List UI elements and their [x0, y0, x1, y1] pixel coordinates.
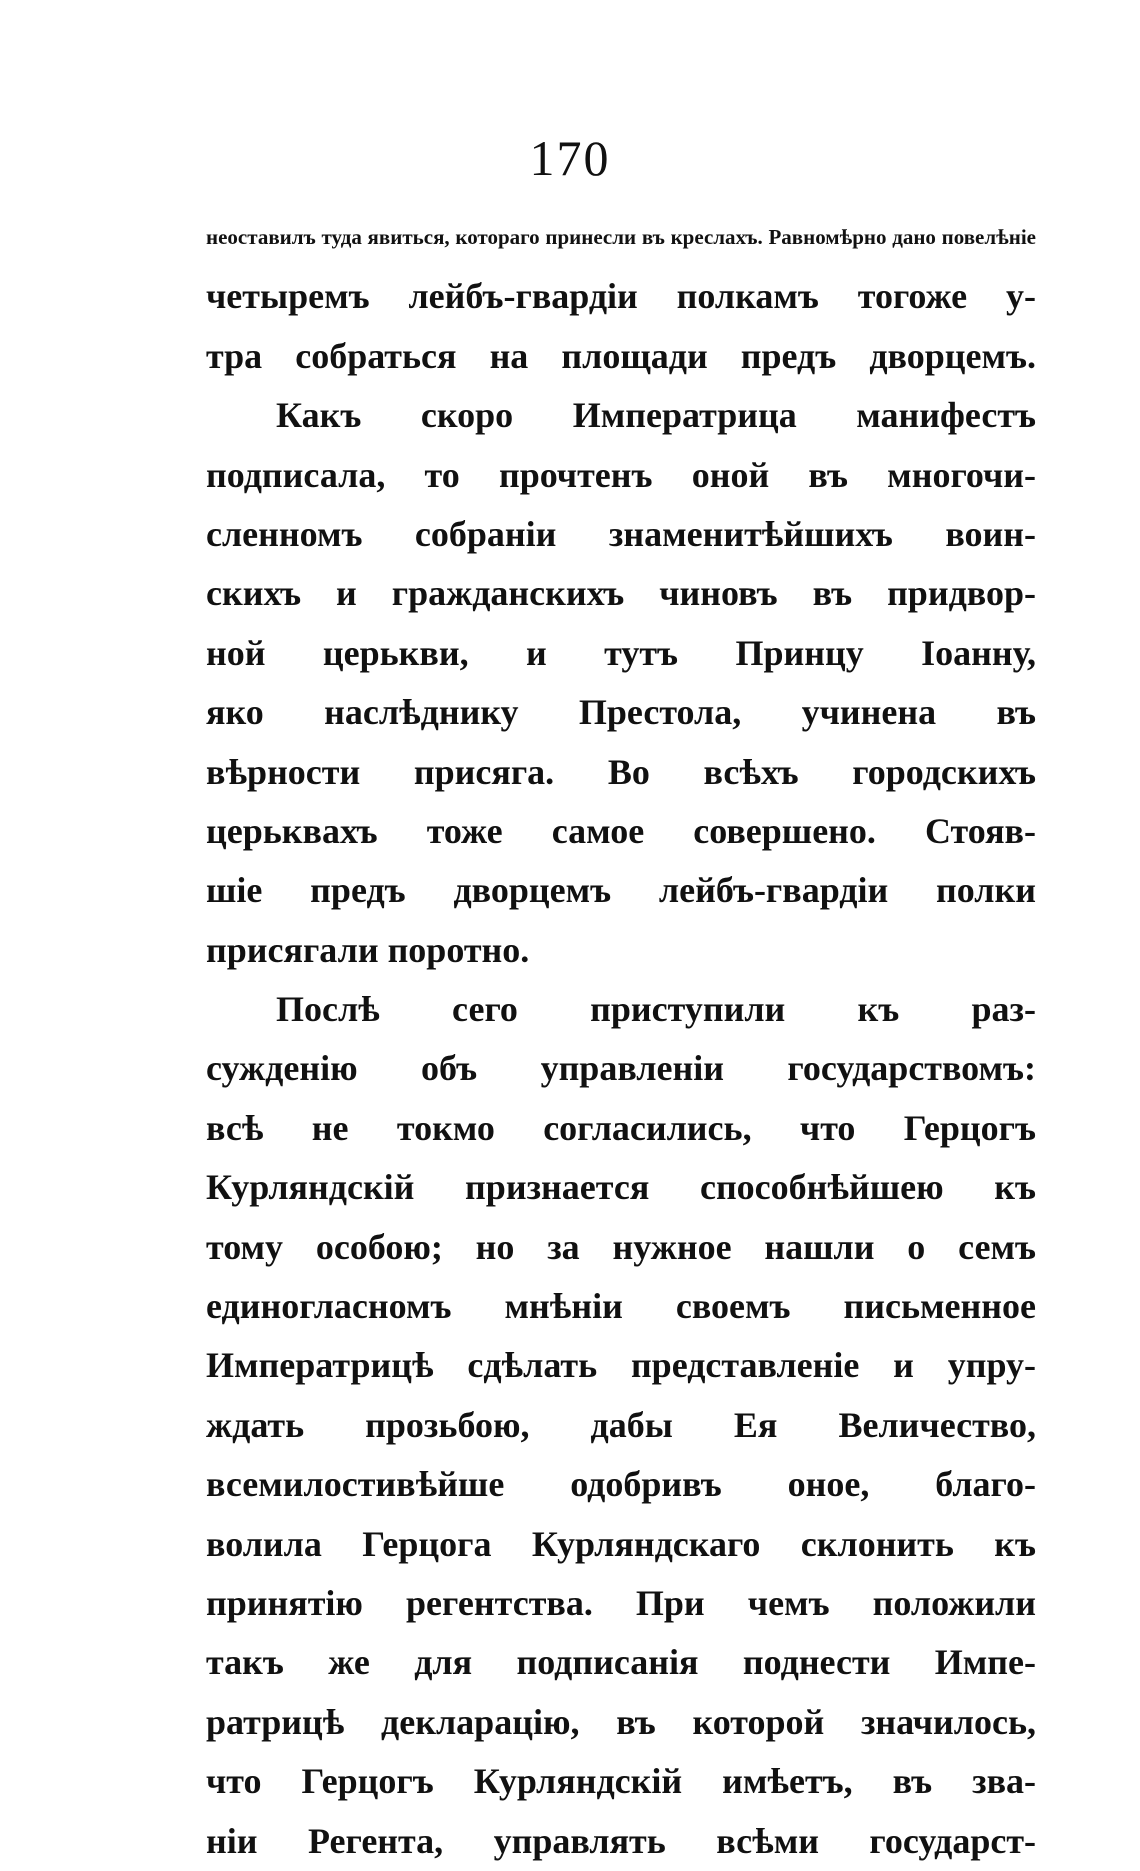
text-line: неоставилъ туда явиться, котораго принесли въ креслахъ. Равномѣрно дано повелѣніе: [206, 225, 1036, 249]
text-line: шіе предъ дворцемъ лейбъ-гвардіи полки: [206, 870, 1036, 911]
text-line: всемилостивѣйше одобривъ оное, благо-: [206, 1464, 1036, 1505]
text-line: ждать прозьбою, дабы Ея Величество,: [206, 1404, 1036, 1445]
text-line: Императрицѣ сдѣлать представленіе и упру-: [206, 1345, 1036, 1386]
text-line: такъ же для подписанія поднести Импе-: [206, 1642, 1036, 1683]
text-line: тому особою; но за нужное нашли о семъ: [206, 1226, 1036, 1267]
page-number: 170: [529, 130, 611, 186]
text-line: ратрицѣ декларацію, въ которой значилось,: [206, 1701, 1036, 1742]
text-line: сленномъ собраніи знаменитѣйшихъ воин-: [206, 513, 1036, 554]
text-line: принятію регентства. При чемъ положили: [206, 1582, 1036, 1623]
text-line: Послѣ сего приступили къ раз-: [276, 989, 1036, 1030]
text-line: ной церькви, и тутъ Принцу Іоанну,: [206, 632, 1036, 673]
text-line: сужденію объ управленіи государствомъ:: [206, 1048, 1036, 1089]
text-line: волила Герцога Курляндскаго склонить къ: [206, 1523, 1036, 1564]
text-line: яко наслѣднику Престола, учинена въ: [206, 692, 1036, 733]
text-line: четыремъ лейбъ-гвардіи полкамъ тогоже у-: [206, 276, 1036, 317]
text-line: единогласномъ мнѣніи своемъ письменное: [206, 1286, 1036, 1327]
text-line: ніи Регента, управлять всѣми государст-: [206, 1820, 1036, 1861]
text-line: присягали поротно.: [206, 929, 530, 970]
text-line: вѣрности присяга. Во всѣхъ городскихъ: [206, 751, 1036, 792]
body-text: [206, 208, 1036, 1871]
text-line: Курляндскій признается способнѣйшею къ: [206, 1167, 1036, 1208]
text-line: скихъ и гражданскихъ чиновъ въ придвор-: [206, 573, 1036, 614]
text-line: всѣ не токмо согласились, что Герцогъ: [206, 1107, 1036, 1148]
text-line: Какъ скоро Императрица манифестъ: [276, 395, 1036, 436]
text-line: подписала, то прочтенъ оной въ многочи-: [206, 454, 1036, 495]
text-line: тра собраться на площади предъ дворцемъ.: [206, 335, 1036, 376]
text-line: что Герцогъ Курляндскій имѣетъ, въ зва-: [206, 1761, 1036, 1802]
text-line: церьквахъ тоже самое совершено. Стояв-: [206, 810, 1036, 851]
